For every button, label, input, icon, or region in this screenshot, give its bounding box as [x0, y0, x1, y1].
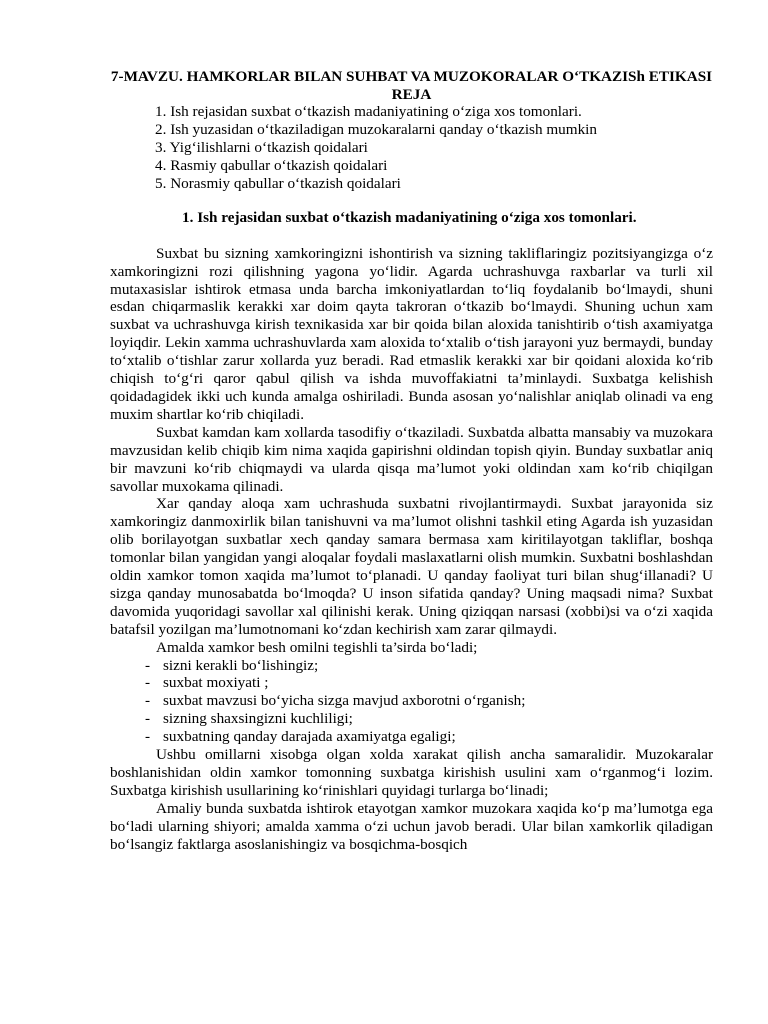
factor-item: [145, 728, 713, 746]
dash-bullet: -: [145, 710, 151, 728]
factor-item: [145, 674, 713, 692]
factor-text: suxbatning qanday darajada axamiyatga egaligi;: [163, 728, 456, 746]
plan-item: 3. Yig‘ilishlarni o‘tkazish qoidalari: [155, 139, 368, 157]
factor-text: sizning shaxsingizni kuchliligi;: [163, 710, 353, 728]
blank-line: [110, 227, 713, 245]
factor-text: suxbat moxiyati ;: [163, 674, 269, 692]
body-paragraph: Ushbu omillarni xisobga olgan xolda xarakat qilish ancha samaralidir. Muzokaralar boshlanishidan oldin xamkor tomonning suxbatga kirishish usulini xam o‘rganmog‘i lozim. Suxbatga kirishish usullarining ko‘rinishlari quyidagi turlarga bo‘linadi;: [110, 746, 713, 799]
body-paragraph: Suxbat bu sizning xamkoringizni ishontirish va sizning takliflaringiz pozitsiyangizga o‘z xamkoringizni rozi qilishning yagona yo‘lidir. Agarda uchrashuvga raxbarlar va turli xil mutaxasislar ishtirok etmasa unda barcha imkoniyatlardan to‘liq foydalanib bo‘lmaydi, shuni esdan chiqarmaslik kerakki xar doim qayta takroran o‘tkazib bo‘lmaydi. Shuning uchun xam suxbat va uchrashuvga kirish texnikasida xar bir qoida bilan aloxida tanishtirib o‘tish axamiyatga loyiqdir. Lekin xamma uchrashuvlarda xam aloxida to‘xtalib o‘tish jarayoni yuz bermaydi, bunday to‘xtalib o‘tishlar zarur xollarda yuz beradi. Rad etmaslik kerakki xar bir qoidani aloxida ko‘rib chiqish to‘g‘ri qaror qabul qilish va ishda muvoffakiatni ta’minlaydi. Suxbatga kelishish qoidadagidek ikki uch kunda amalga oshiriladi. Bunda asosan yo‘nalishlar aniqlab olinadi va eng muxim shartlar ko‘rib chiqiladi.: [110, 244, 713, 423]
plan-heading: REJA: [391, 85, 432, 103]
plan-item: 5. Norasmiy qabullar o‘tkazish qoidalari: [155, 175, 401, 193]
plan-list: [110, 103, 713, 193]
plan-item: 4. Rasmiy qabullar o‘tkazish qoidalari: [155, 157, 388, 175]
factor-item: [145, 657, 713, 675]
document-title: 7-MAVZU. HAMKORLAR BILAN SUHBAT VA MUZOKORALAR O‘TKAZISh ETIKASI: [110, 68, 713, 85]
body-paragraph: Amalda xamkor besh omilni tegishli ta’sirda bo‘ladi;: [156, 638, 478, 656]
factors-list: [110, 657, 713, 747]
dash-bullet: -: [145, 728, 151, 746]
body-paragraph: Amaliy bunda suxbatda ishtirok etayotgan xamkor muzokara xaqida ko‘p ma’lumotga ega bo‘ladi ularning shiyori; amalda xamma o‘zi uchun javob beradi. Ular bilan xamkorlik qiladigan bo‘lsangiz faktlarga asoslanishingiz va bosqichma-bosqich: [110, 799, 713, 853]
section-heading: 1. Ish rejasidan suxbat o‘tkazish madaniyatining o‘ziga xos tomonlari.: [182, 208, 637, 226]
factor-item: [145, 710, 713, 728]
plan-item: 1. Ish rejasidan suxbat o‘tkazish madaniyatining o‘ziga xos tomonlari.: [155, 103, 582, 121]
body-paragraph: Suxbat kamdan kam xollarda tasodifiy o‘tkaziladi. Suxbatda albatta mansabiy va muzokara mavzusidan kelib chiqib kim nima xaqida gapirishni oldindan topish qiyin. Bunday suxbatlar aniq bir mavzuni ko‘rib chiqmaydi va ularda qisqa ma’lumot yoki oldindan xam ko‘rib chiqilgan savollar muxokama qilinadi.: [110, 423, 713, 495]
dash-bullet: -: [145, 674, 151, 692]
body-paragraph: Xar qanday aloqa xam uchrashuda suxbatni rivojlantirmaydi. Suxbat jarayonida siz xamkoringiz danmoxirlik bilan tanishuvni va ma’lumot olishni tashkil eting Agarda ish yuzasidan olib borilayotgan suxbatlar xech qanday samara bermasa xam kiritilayotgan takliflar, boshqa tomonlar bilan yangidan yangi aloqalar foydali maslaxatlarni olish mumkin. Suxbatni boshlashdan oldin xamkor tomon xaqida ma’lumot to‘planadi. U qanday faoliyat turi bilan shug‘illanadi? U sizga qanday munosabatda bo‘lmoqda? U inson sifatida qanday? Uning maqsadi nima? Suxbat davomida yuqoridagi savollar xal qilinishi kerak. Uning qiziqqan narsasi (xobbi)si va o‘zi xaqida batafsil yozilgan ma’lumotnomani ko‘zdan kechirish xam zarar qilmaydi.: [110, 495, 713, 638]
factor-item: [145, 692, 713, 710]
plan-item: 2. Ish yuzasidan o‘tkaziladigan muzokaralarni qanday o‘tkazish mumkin: [155, 121, 597, 139]
dash-bullet: -: [145, 692, 151, 710]
factor-text: sizni kerakli bo‘lishingiz;: [163, 656, 319, 674]
dash-bullet: -: [145, 656, 151, 674]
factor-text: suxbat mavzusi bo‘yicha sizga mavjud axborotni o‘rganish;: [163, 692, 526, 710]
document-page: [110, 68, 713, 854]
